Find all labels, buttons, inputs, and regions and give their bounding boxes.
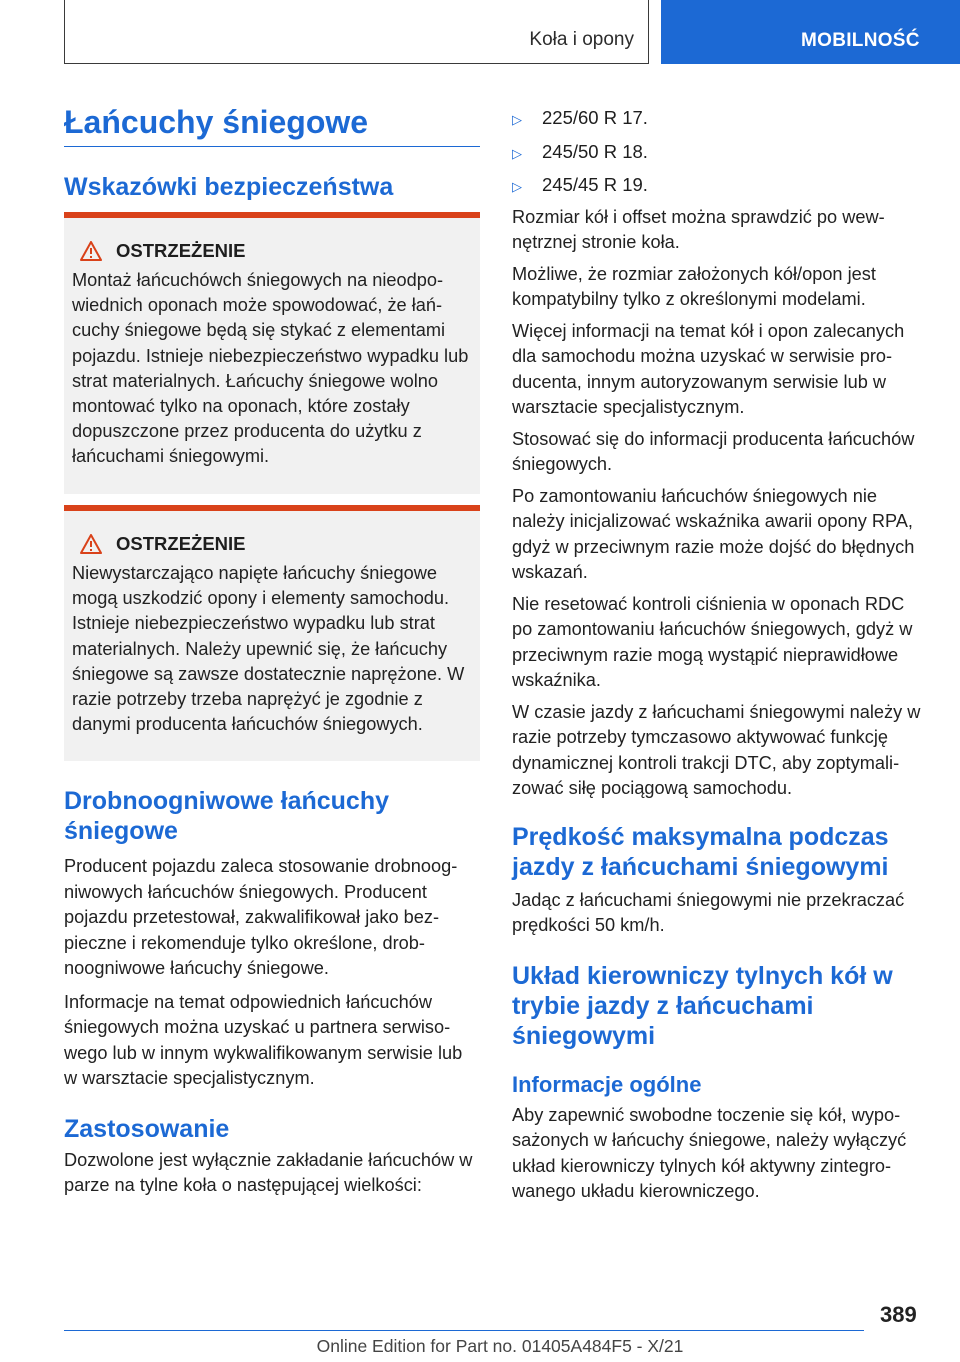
paragraph: W czasie jazdy z łańcuchami śniegowymi należy w razie potrzeby tymczasowo aktywować funkcję dynamicznej kontroli trakcji DTC, aby zoptymalizować siłę pociągową samochodu. — [512, 701, 921, 798]
section-title: MOBILNOŚĆ — [801, 30, 920, 51]
list-item: ▷ 245/50 R 18. — [512, 136, 926, 170]
max-speed-paragraph: Jadąc z łańcuchami śniegowymi nie przekraczać prędkości 50 km/h. — [512, 889, 905, 935]
title-rule — [64, 146, 480, 147]
warning-icon — [80, 534, 102, 554]
list-item: ▷ 245/45 R 19. — [512, 169, 926, 203]
chapter-title: Koła i opony — [529, 29, 634, 50]
warning-icon — [80, 241, 102, 261]
usage-paragraph: Dozwolone jest wyłącznie zakładanie łańcuchów w parze na tylne koła o następującej wielkości: — [64, 1149, 473, 1195]
fine-links-paragraph-2: Informacje na temat odpowiednich łańcuchów śniegowych można uzyskać u partnera serwisowego lub w innym wykwalifikowanym serwisie lub w warsztacie specjalistycznym. — [64, 991, 463, 1088]
paragraph: Rozmiar kół i offset można sprawdzić po wewnętrznej stronie koła. — [512, 206, 885, 252]
fine-links-heading: Drobnoogniwowe łańcuchy śniegowe — [64, 787, 390, 845]
usage-heading: Zastosowanie — [64, 1114, 230, 1143]
footer-rule — [64, 1330, 864, 1331]
section-tab — [661, 0, 960, 64]
paragraph: Po zamontowaniu łańcuchów śniegowych nie należy inicjalizować wskaźnika awarii opony RPA, gdyż w przeciwnym razie może dojść do błędnych wskazań. — [512, 485, 915, 582]
paragraph: Więcej informacji na temat kół i opon zalecanych dla samochodu można uzyskać w serwisie producenta, innym autoryzowanym serwisie lub w warsztacie specjalistycznym. — [512, 320, 905, 417]
footer-text: Online Edition for Part no. 01405A484F5 - X/21 — [316, 1336, 684, 1356]
list-item: ▷ 225/60 R 17. — [512, 102, 926, 136]
warning-text-2: Niewystarczająco napięte łańcuchy śniegowe mogą uszkodzić opony i elementy samochodu. Istnieje niebezpieczeństwo wypadku lub strat materialnych. Należy upewnić się, że łańcuchy śniegowe są zawsze dostatecznie naprężone. W razie potrzeby trzeba naprężyć je zgodnie z danymi producenta łańcuchów śniegowych. — [72, 563, 465, 735]
page-number: 389 — [880, 1302, 917, 1327]
header-chapter-box — [64, 0, 649, 64]
triangle-bullet-icon: ▷ — [512, 179, 522, 194]
warning-title-2: OSTRZEŻENIE — [72, 533, 472, 555]
triangle-bullet-icon: ▷ — [512, 112, 522, 127]
paragraph: Nie resetować kontroli ciśnienia w oponach RDC po zamontowaniu łańcuchów śniegowych, gdyż w przeciwnym razie mogą wystąpić nieprawidłowe wskaźnika. — [512, 593, 913, 690]
warning-title-1: OSTRZEŻENIE — [72, 240, 472, 262]
page-title: Łańcuchy śniegowe — [64, 104, 369, 140]
fine-links-paragraph-1: Producent pojazdu zaleca stosowanie drobnoogniwowych łańcuchów śniegowych. Producent pojazdu przetestował, zakwalifikował jako bezpieczne i rekomenduje tylko określone, drobnoogniwowe łańcuchy śniegowe. — [64, 856, 458, 978]
warning-box-1 — [64, 212, 480, 494]
triangle-bullet-icon: ▷ — [512, 145, 522, 161]
general-info-paragraph: Aby zapewnić swobodne toczenie się kół, wyposażonych w łańcuchy śniegowe, należy wyłączyć układ kierowniczy tylnych kół aktywny zintegrowanego układu kierowniczego. — [512, 1104, 907, 1201]
warning-box-2 — [64, 505, 480, 761]
paragraph: Możliwe, że rozmiar założonych kół/opon jest kompatybilny tylko z określonymi modelami. — [512, 263, 876, 309]
max-speed-heading: Prędkość maksymalna podczas jazdy z łańcuchami śniegowymi — [512, 822, 889, 881]
rear-steering-heading: Układ kierowniczy tylnych kół w trybie jazdy z łańcuchami śniegowymi — [512, 961, 893, 1050]
general-info-heading: Informacje ogólne — [512, 1071, 702, 1097]
safety-heading: Wskazówki bezpieczeństwa — [64, 173, 394, 201]
warning-text-1: Montaż łańcuchówch śniegowych na nieodpowiednich oponach może spowodować, że łańcuchy śniegowe będą się stykać z elementami pojazdu. Istnieje niebezpieczeństwo wypadku lub strat materialnych. Łańcuchy śniegowe wolno montować tylko na oponach, które zostały dopuszczone przez producenta do użytku z łańcuchami śniegowymi. — [72, 270, 469, 467]
paragraph: Stosować się do informacji producenta łańcuchów śniegowych. — [512, 428, 915, 474]
